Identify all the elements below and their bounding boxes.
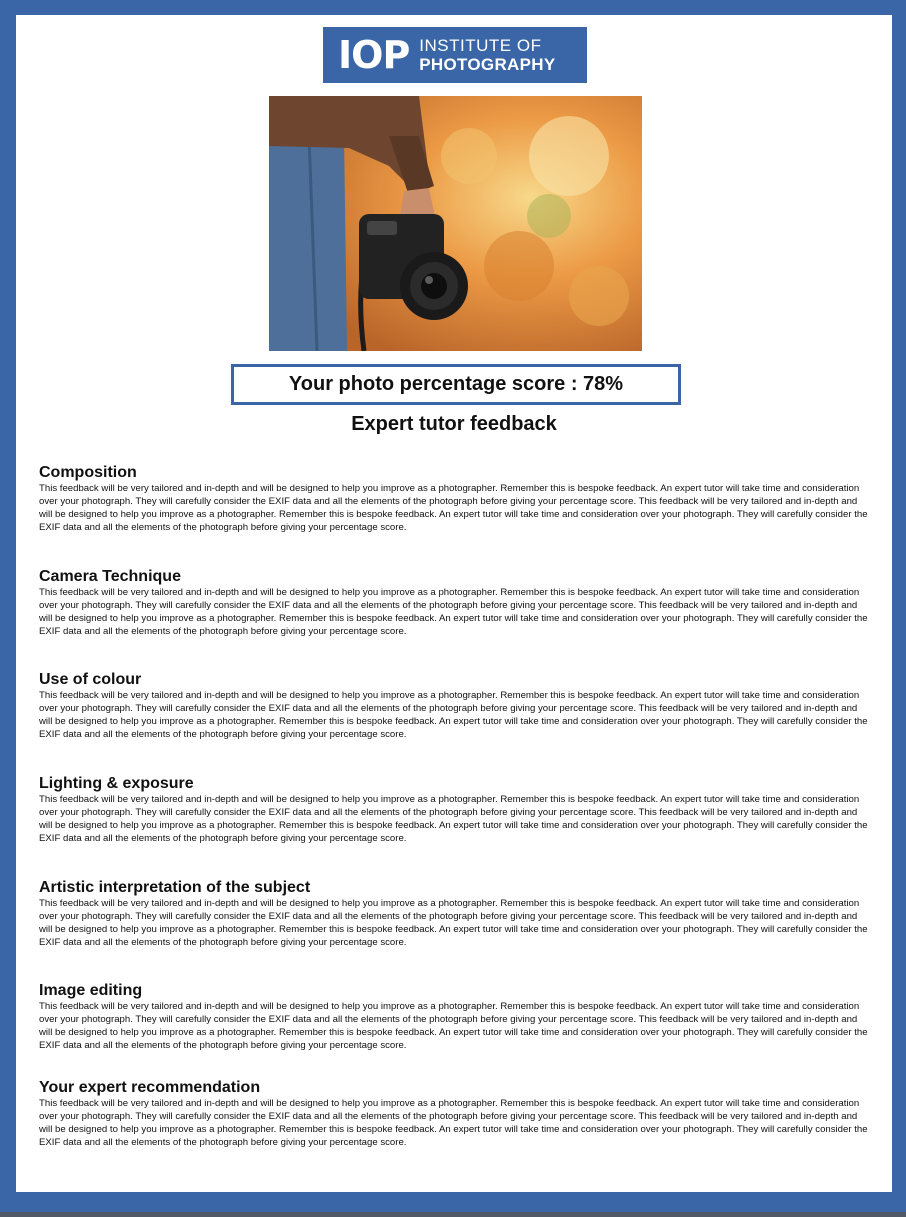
section-body: This feedback will be very tailored and in-depth and will be designed to help you improve as a photographer. Remember this is bespoke feedback. An expert tutor will take time and consideration over your photograph. They will carefully consider the EXIF data and all the elements of the photograph before giving your percentage score. This feedback will be very tailored and in-depth and will be designed to help you improve as a photographer. Remember this is bespoke feedback. An expert tutor will take time and consideration over your photograph. They will carefully consider the EXIF data and all the elements of the photograph before giving your percentage score. <box>39 898 868 948</box>
feedback-sheet <box>16 15 892 1192</box>
section-use-of-colour <box>39 671 869 741</box>
logo-mark: IOP <box>338 33 410 77</box>
section-body: This feedback will be very tailored and in-depth and will be designed to help you improve as a photographer. Remember this is bespoke feedback. An expert tutor will take time and consideration over your photograph. They will carefully consider the EXIF data and all the elements of the photograph before giving your percentage score. This feedback will be very tailored and in-depth and will be designed to help you improve as a photographer. Remember this is bespoke feedback. An expert tutor will take time and consideration over your photograph. They will carefully consider the EXIF data and all the elements of the photograph before giving your percentage score. <box>39 1001 868 1051</box>
section-title: Lighting & exposure <box>39 775 194 792</box>
section-title: Image editing <box>39 982 143 999</box>
section-body: This feedback will be very tailored and in-depth and will be designed to help you improve as a photographer. Remember this is bespoke feedback. An expert tutor will take time and consideration over your photograph. They will carefully consider the EXIF data and all the elements of the photograph before giving your percentage score. This feedback will be very tailored and in-depth and will be designed to help you improve as a photographer. Remember this is bespoke feedback. An expert tutor will take time and consideration over your photograph. They will carefully consider the EXIF data and all the elements of the photograph before giving your percentage score. <box>39 690 868 740</box>
section-title: Artistic interpretation of the subject <box>39 879 311 896</box>
hero-photo <box>269 96 642 351</box>
logo-text <box>419 37 555 73</box>
photographer-with-camera-icon <box>269 96 642 351</box>
section-expert-recommendation <box>39 1079 869 1149</box>
section-body: This feedback will be very tailored and in-depth and will be designed to help you improve as a photographer. Remember this is bespoke feedback. An expert tutor will take time and consideration over your photograph. They will carefully consider the EXIF data and all the elements of the photograph before giving your percentage score. This feedback will be very tailored and in-depth and will be designed to help you improve as a photographer. Remember this is bespoke feedback. An expert tutor will take time and consideration over your photograph. They will carefully consider the EXIF data and all the elements of the photograph before giving your percentage score. <box>39 483 868 533</box>
feedback-heading: Expert tutor feedback <box>351 413 557 435</box>
section-lighting-exposure <box>39 775 869 845</box>
page-bottom-edge <box>0 1212 906 1217</box>
section-composition <box>39 464 869 534</box>
section-title: Camera Technique <box>39 568 181 585</box>
section-body: This feedback will be very tailored and in-depth and will be designed to help you improve as a photographer. Remember this is bespoke feedback. An expert tutor will take time and consideration over your photograph. They will carefully consider the EXIF data and all the elements of the photograph before giving your percentage score. This feedback will be very tailored and in-depth and will be designed to help you improve as a photographer. Remember this is bespoke feedback. An expert tutor will take time and consideration over your photograph. They will carefully consider the EXIF data and all the elements of the photograph before giving your percentage score. <box>39 1098 868 1148</box>
logo-line-1: INSTITUTE OF <box>419 36 542 55</box>
section-camera-technique <box>39 568 869 638</box>
score-text: Your photo percentage score : 78% <box>288 373 624 395</box>
section-title: Your expert recommendation <box>39 1079 261 1096</box>
score-box <box>231 364 681 405</box>
section-body: This feedback will be very tailored and in-depth and will be designed to help you improve as a photographer. Remember this is bespoke feedback. An expert tutor will take time and consideration over your photograph. They will carefully consider the EXIF data and all the elements of the photograph before giving your percentage score. This feedback will be very tailored and in-depth and will be designed to help you improve as a photographer. Remember this is bespoke feedback. An expert tutor will take time and consideration over your photograph. They will carefully consider the EXIF data and all the elements of the photograph before giving your percentage score. <box>39 587 868 637</box>
section-title: Composition <box>39 464 137 481</box>
section-title: Use of colour <box>39 671 142 688</box>
section-artistic-interpretation <box>39 879 869 949</box>
logo-line-2: PHOTOGRAPHY <box>419 55 556 74</box>
section-body: This feedback will be very tailored and in-depth and will be designed to help you improve as a photographer. Remember this is bespoke feedback. An expert tutor will take time and consideration over your photograph. They will carefully consider the EXIF data and all the elements of the photograph before giving your percentage score. This feedback will be very tailored and in-depth and will be designed to help you improve as a photographer. Remember this is bespoke feedback. An expert tutor will take time and consideration over your photograph. They will carefully consider the EXIF data and all the elements of the photograph before giving your percentage score. <box>39 794 868 844</box>
section-image-editing <box>39 982 869 1052</box>
iop-logo <box>323 27 587 83</box>
